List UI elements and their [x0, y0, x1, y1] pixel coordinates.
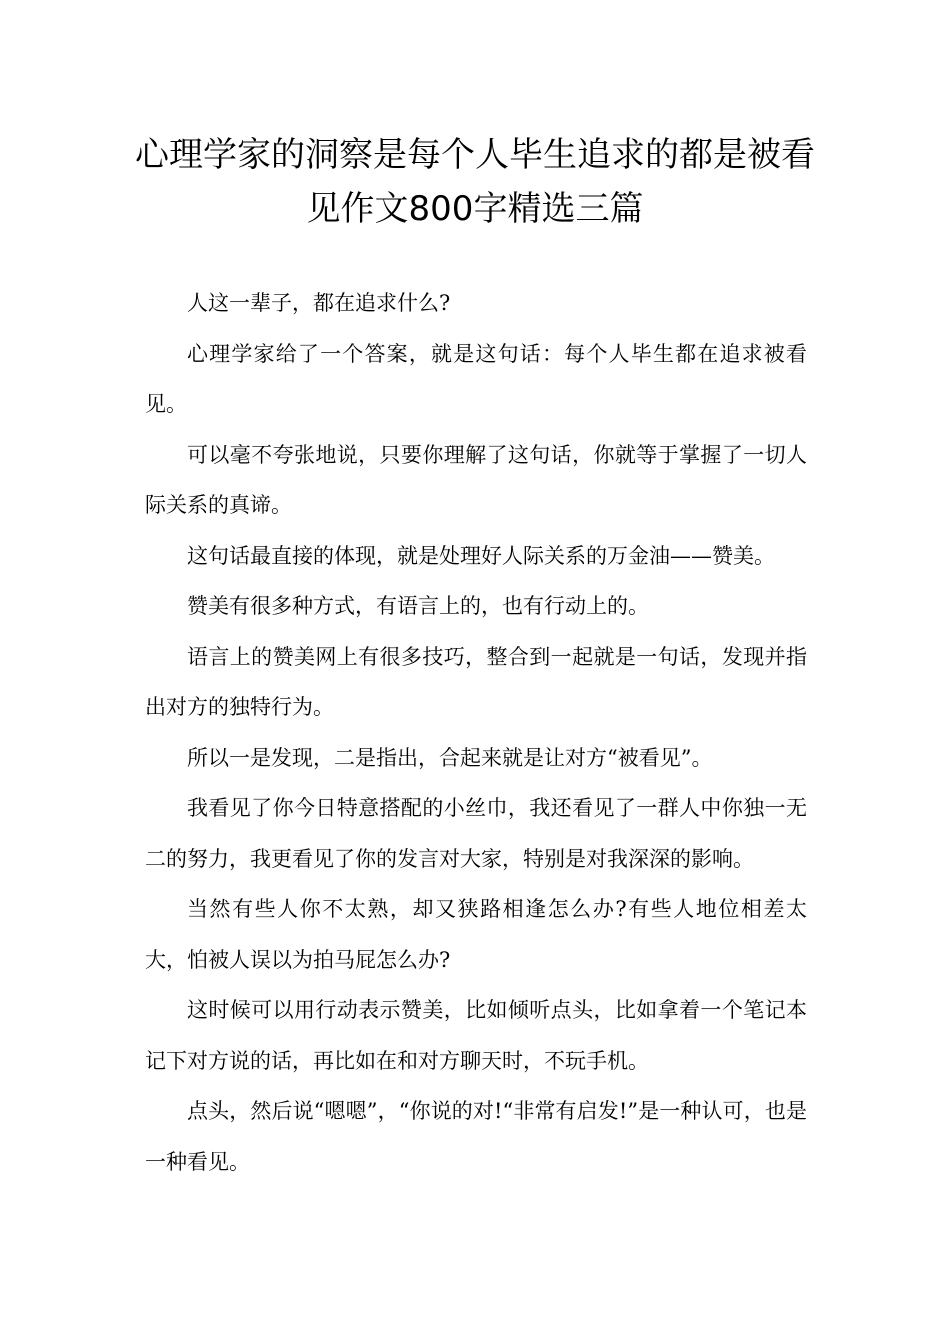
- document-title: 心理学家的洞察是每个人毕生追求的都是被看见作文800字精选三篇: [135, 135, 815, 229]
- paragraph: 当然有些人你不太熟，却又狭路相逢怎么办?有些人地位相差太大，怕被人误以为拍马屁怎么办?: [145, 897, 807, 972]
- paragraph: 我看见了你今日特意搭配的小丝巾，我还看见了一群人中你独一无二的努力，我更看见了你的发言对大家，特别是对我深深的影响。: [145, 796, 807, 871]
- paragraph: 心理学家给了一个答案，就是这句话：每个人毕生都在追求被看见。: [145, 341, 807, 416]
- paragraph: 赞美有很多种方式，有语言上的，也有行动上的。: [187, 594, 649, 618]
- paragraph: 人这一辈子，都在追求什么?: [187, 291, 451, 315]
- document-body: [145, 278, 807, 1187]
- paragraph: 可以毫不夸张地说，只要你理解了这句话，你就等于掌握了一切人际关系的真谛。: [145, 442, 807, 517]
- paragraph: 所以一是发现，二是指出，合起来就是让对方“被看见”。: [187, 745, 713, 770]
- paragraph: 点头，然后说“嗯嗯”，“你说的对!“非常有启发!”是一种认可，也是一种看见。: [145, 1099, 807, 1174]
- paragraph: 这时候可以用行动表示赞美，比如倾听点头，比如拿着一个笔记本记下对方说的话，再比如在和对方聊天时，不玩手机。: [145, 998, 807, 1073]
- paragraph: 这句话最直接的体现，就是处理好人际关系的万金油——赞美。: [187, 543, 775, 568]
- paragraph: 语言上的赞美网上有很多技巧，整合到一起就是一句话，发现并指出对方的独特行为。: [145, 644, 807, 719]
